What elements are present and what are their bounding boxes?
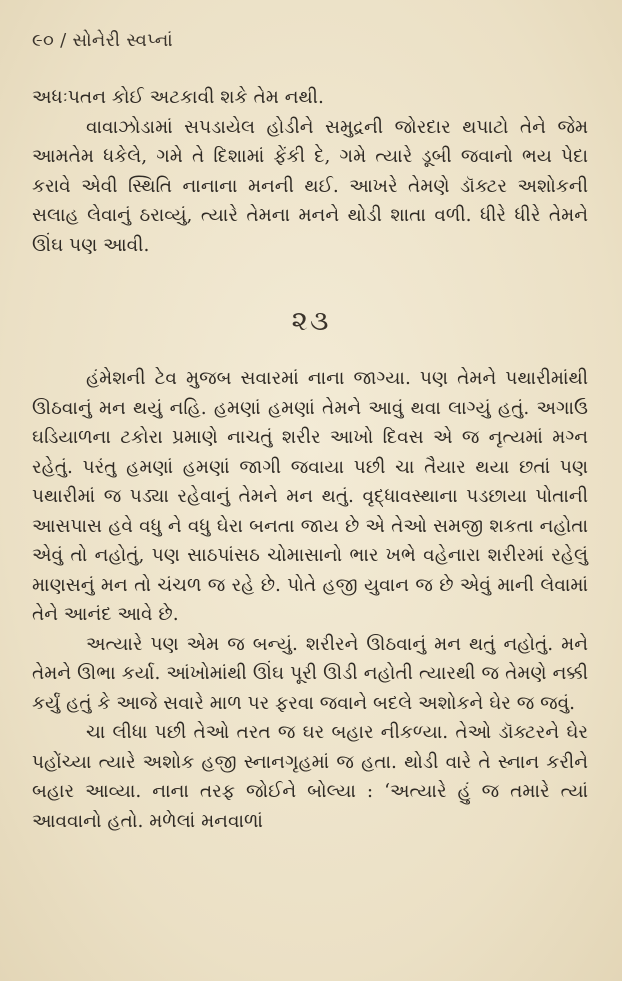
paragraph-block-chapter: [32, 364, 588, 836]
paragraph-continuation: અધઃપતન કોઈ અટકાવી શકે તેમ નથી.: [32, 87, 324, 108]
paragraph: અત્યારે પણ એમ જ બન્યું. શરીરને ઊઠવાનું મન થતું નહોતું. મને તેમને ઊભા કર્યા. આંખોમાંથી ઊંઘ પૂરી ઊડી નહોતી ત્યારથી જ તેમણે નક્કી કર્યું હતું કે આજે સવારે માળ પર ફરવા જવાને બદલે અશોકને ઘેર જ જવું.: [32, 633, 588, 714]
paragraph: ચા લીધા પછી તેઓ તરત જ ઘર બહાર નીકળ્યા. તેઓ ડૉક્ટરને ઘેર પહોંચ્યા ત્યારે અશોક હજી સ્નાનગૃહમાં જ હતા. થોડી વારે તે સ્નાન કરીને બહાર આવ્યા. નાના તરફ જોઈને બોલ્યા : ‘અત્યારે હું જ તમારે ત્યાં આવવાનો હતો. મળેલાં મનવાળાં: [32, 722, 588, 832]
paragraph: વાવાઝોડામાં સપડાયેલ હોડીને સમુદ્રની જોરદાર થપાટો તેને જેમ આમતેમ ધકેલે, ગમે તે દિશામાં ફેંકી દે, ગમે ત્યારે ડૂબી જવાનો ભય પેદા કરાવે એવી સ્થિતિ નાનાના મનની થઈ. આખરે તેમણે ડૉક્ટર અશોકની સલાહ લેવાનું ઠરાવ્યું, ત્યારે તેમના મનને થોડી શાતા વળી. ધીરે ધીરે તેમને ઊંઘ પણ આવી.: [32, 116, 588, 256]
chapter-number: ૨૩: [291, 304, 331, 337]
paragraph: હંમેશની ટેવ મુજબ સવારમાં નાના જાગ્યા. પણ તેમને પથારીમાંથી ઊઠવાનું મન થયું નહિ. હમણાં હમણાં તેમને આવું થવા લાગ્યું હતું. અગાઉ ઘડિયાળના ટકોરા પ્રમાણે નાચતું શરીર આખો દિવસ એ જ નૃત્યમાં મગ્ન રહેતું. પરંતુ હમણાં હમણાં જાગી જવાયા પછી ચા તૈયાર થયા છતાં પણ પથારીમાં જ પડ્યા રહેવાનું તેમને મન થતું. વૃદ્ધાવસ્થાના પડછાયા પોતાની આસપાસ હવે વધુ ને વધુ ઘેરા બનતા જાય છે એ તેઓ સમજી શકતા નહોતા એવું તો નહોતું, પણ સાઠપાંસઠ ચોમાસાનો ભાર ખભે વહેનારા શરીરમાં રહેલું માણસનું મન તો ચંચળ જ રહે છે. પોતે હજી યુવાન જ છે એવું માની લેવામાં તેને આનંદ આવે છે.: [32, 368, 588, 625]
running-head: ૯૦ / સોનેરી સ્વપ્નાં: [32, 30, 174, 51]
paragraph-block-top: [32, 83, 588, 260]
